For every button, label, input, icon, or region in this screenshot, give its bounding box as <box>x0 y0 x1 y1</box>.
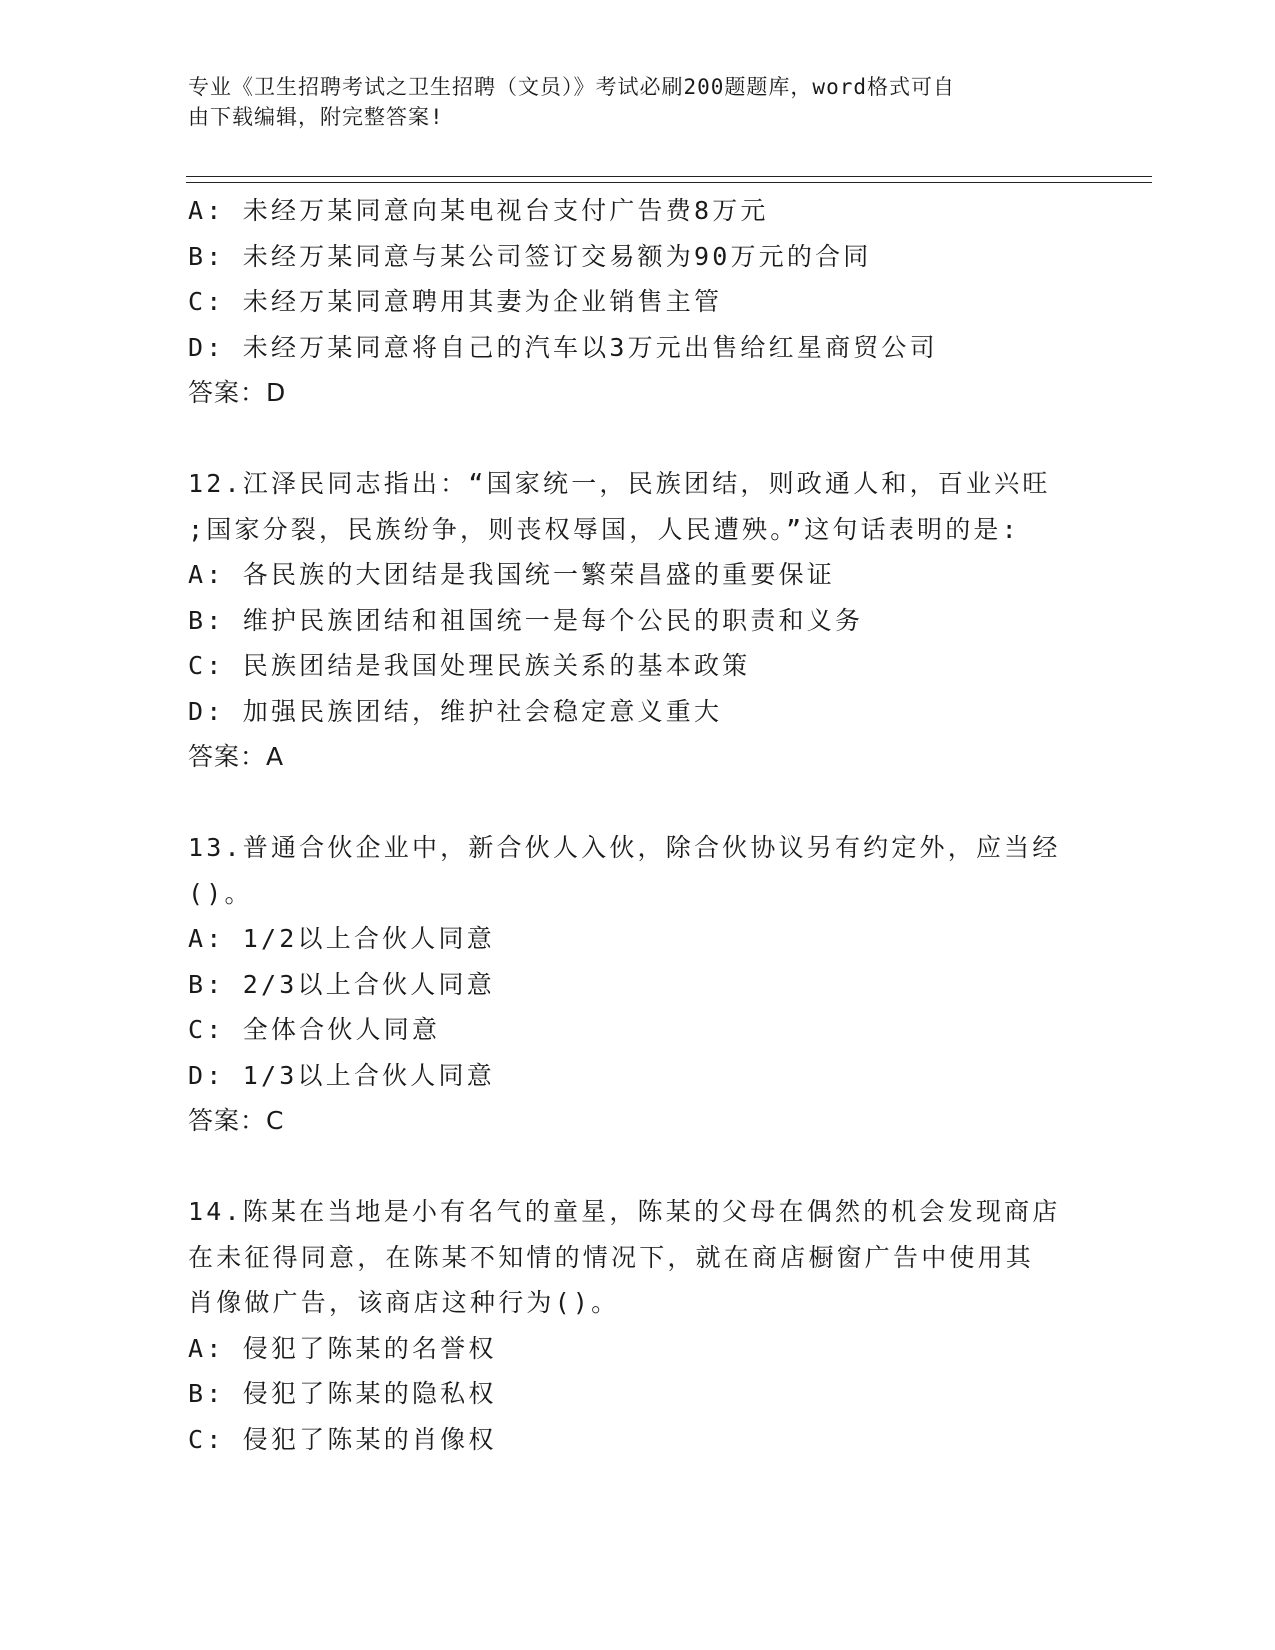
q13-option-b: B: 2/3以上合伙人同意 <box>188 969 495 999</box>
q13-option-c: C: 全体合伙人同意 <box>188 1015 441 1044</box>
q11-answer: 答案：D <box>188 378 287 407</box>
q12-stem-line-2: ;国家分裂，民族纷争，则丧权辱国，人民遭殃。”这句话表明的是: <box>188 514 1020 544</box>
q13-answer: 答案：C <box>188 1106 285 1135</box>
question-11 <box>188 188 1088 416</box>
q12-answer: 答案：A <box>188 742 285 771</box>
header-divider-top <box>186 176 1152 177</box>
spacer <box>188 780 1088 826</box>
q11-option-b: B: 未经万某同意与某公司签订交易额为90万元的合同 <box>188 241 872 271</box>
question-list <box>188 188 1088 1462</box>
q14-stem-line-2: 在未征得同意，在陈某不知情的情况下，就在商店橱窗广告中使用其 <box>188 1242 1035 1272</box>
q11-option-d: D: 未经万某同意将自己的汽车以3万元出售给红星商贸公司 <box>188 332 938 362</box>
header-divider-bottom <box>186 182 1152 183</box>
q13-stem-line-1: 13.普通合伙企业中，新合伙人入伙，除合伙协议另有约定外，应当经 <box>188 833 1061 862</box>
q14-stem-line-1: 14.陈某在当地是小有名气的童星，陈某的父母在偶然的机会发现商店 <box>188 1197 1061 1226</box>
q14-option-b: B: 侵犯了陈某的隐私权 <box>188 1379 497 1408</box>
q13-stem-line-2: ()。 <box>188 878 253 908</box>
q12-option-b: B: 维护民族团结和祖国统一是每个公民的职责和义务 <box>188 605 864 635</box>
spacer <box>188 1144 1088 1190</box>
question-14 <box>188 1189 1088 1462</box>
q11-option-a: A: 未经万某同意向某电视台支付广告费8万元 <box>188 196 769 225</box>
question-13 <box>188 825 1088 1144</box>
q12-option-a: A: 各民族的大团结是我国统一繁荣昌盛的重要保证 <box>188 560 835 589</box>
q13-option-d: D: 1/3以上合伙人同意 <box>188 1060 495 1090</box>
q13-option-a: A: 1/2以上合伙人同意 <box>188 924 495 953</box>
header-line-1: 专业《卫生招聘考试之卫生招聘（文员）》考试必刷200题题库，word格式可自 <box>188 75 955 99</box>
q11-option-c: C: 未经万某同意聘用其妻为企业销售主管 <box>188 287 723 316</box>
header-line-2: 由下载编辑，附完整答案! <box>188 105 444 129</box>
q14-stem-line-3: 肖像做广告，该商店这种行为()。 <box>188 1288 620 1317</box>
spacer <box>188 416 1088 462</box>
q12-option-d: D: 加强民族团结，维护社会稳定意义重大 <box>188 696 723 726</box>
q14-option-c: C: 侵犯了陈某的肖像权 <box>188 1424 497 1454</box>
q12-stem-line-1: 12.江泽民同志指出：“国家统一，民族团结，则政通人和，百业兴旺 <box>188 469 1051 498</box>
document-header <box>188 72 1068 132</box>
q14-option-a: A: 侵犯了陈某的名誉权 <box>188 1333 497 1363</box>
q12-option-c: C: 民族团结是我国处理民族关系的基本政策 <box>188 651 751 680</box>
question-12 <box>188 461 1088 780</box>
